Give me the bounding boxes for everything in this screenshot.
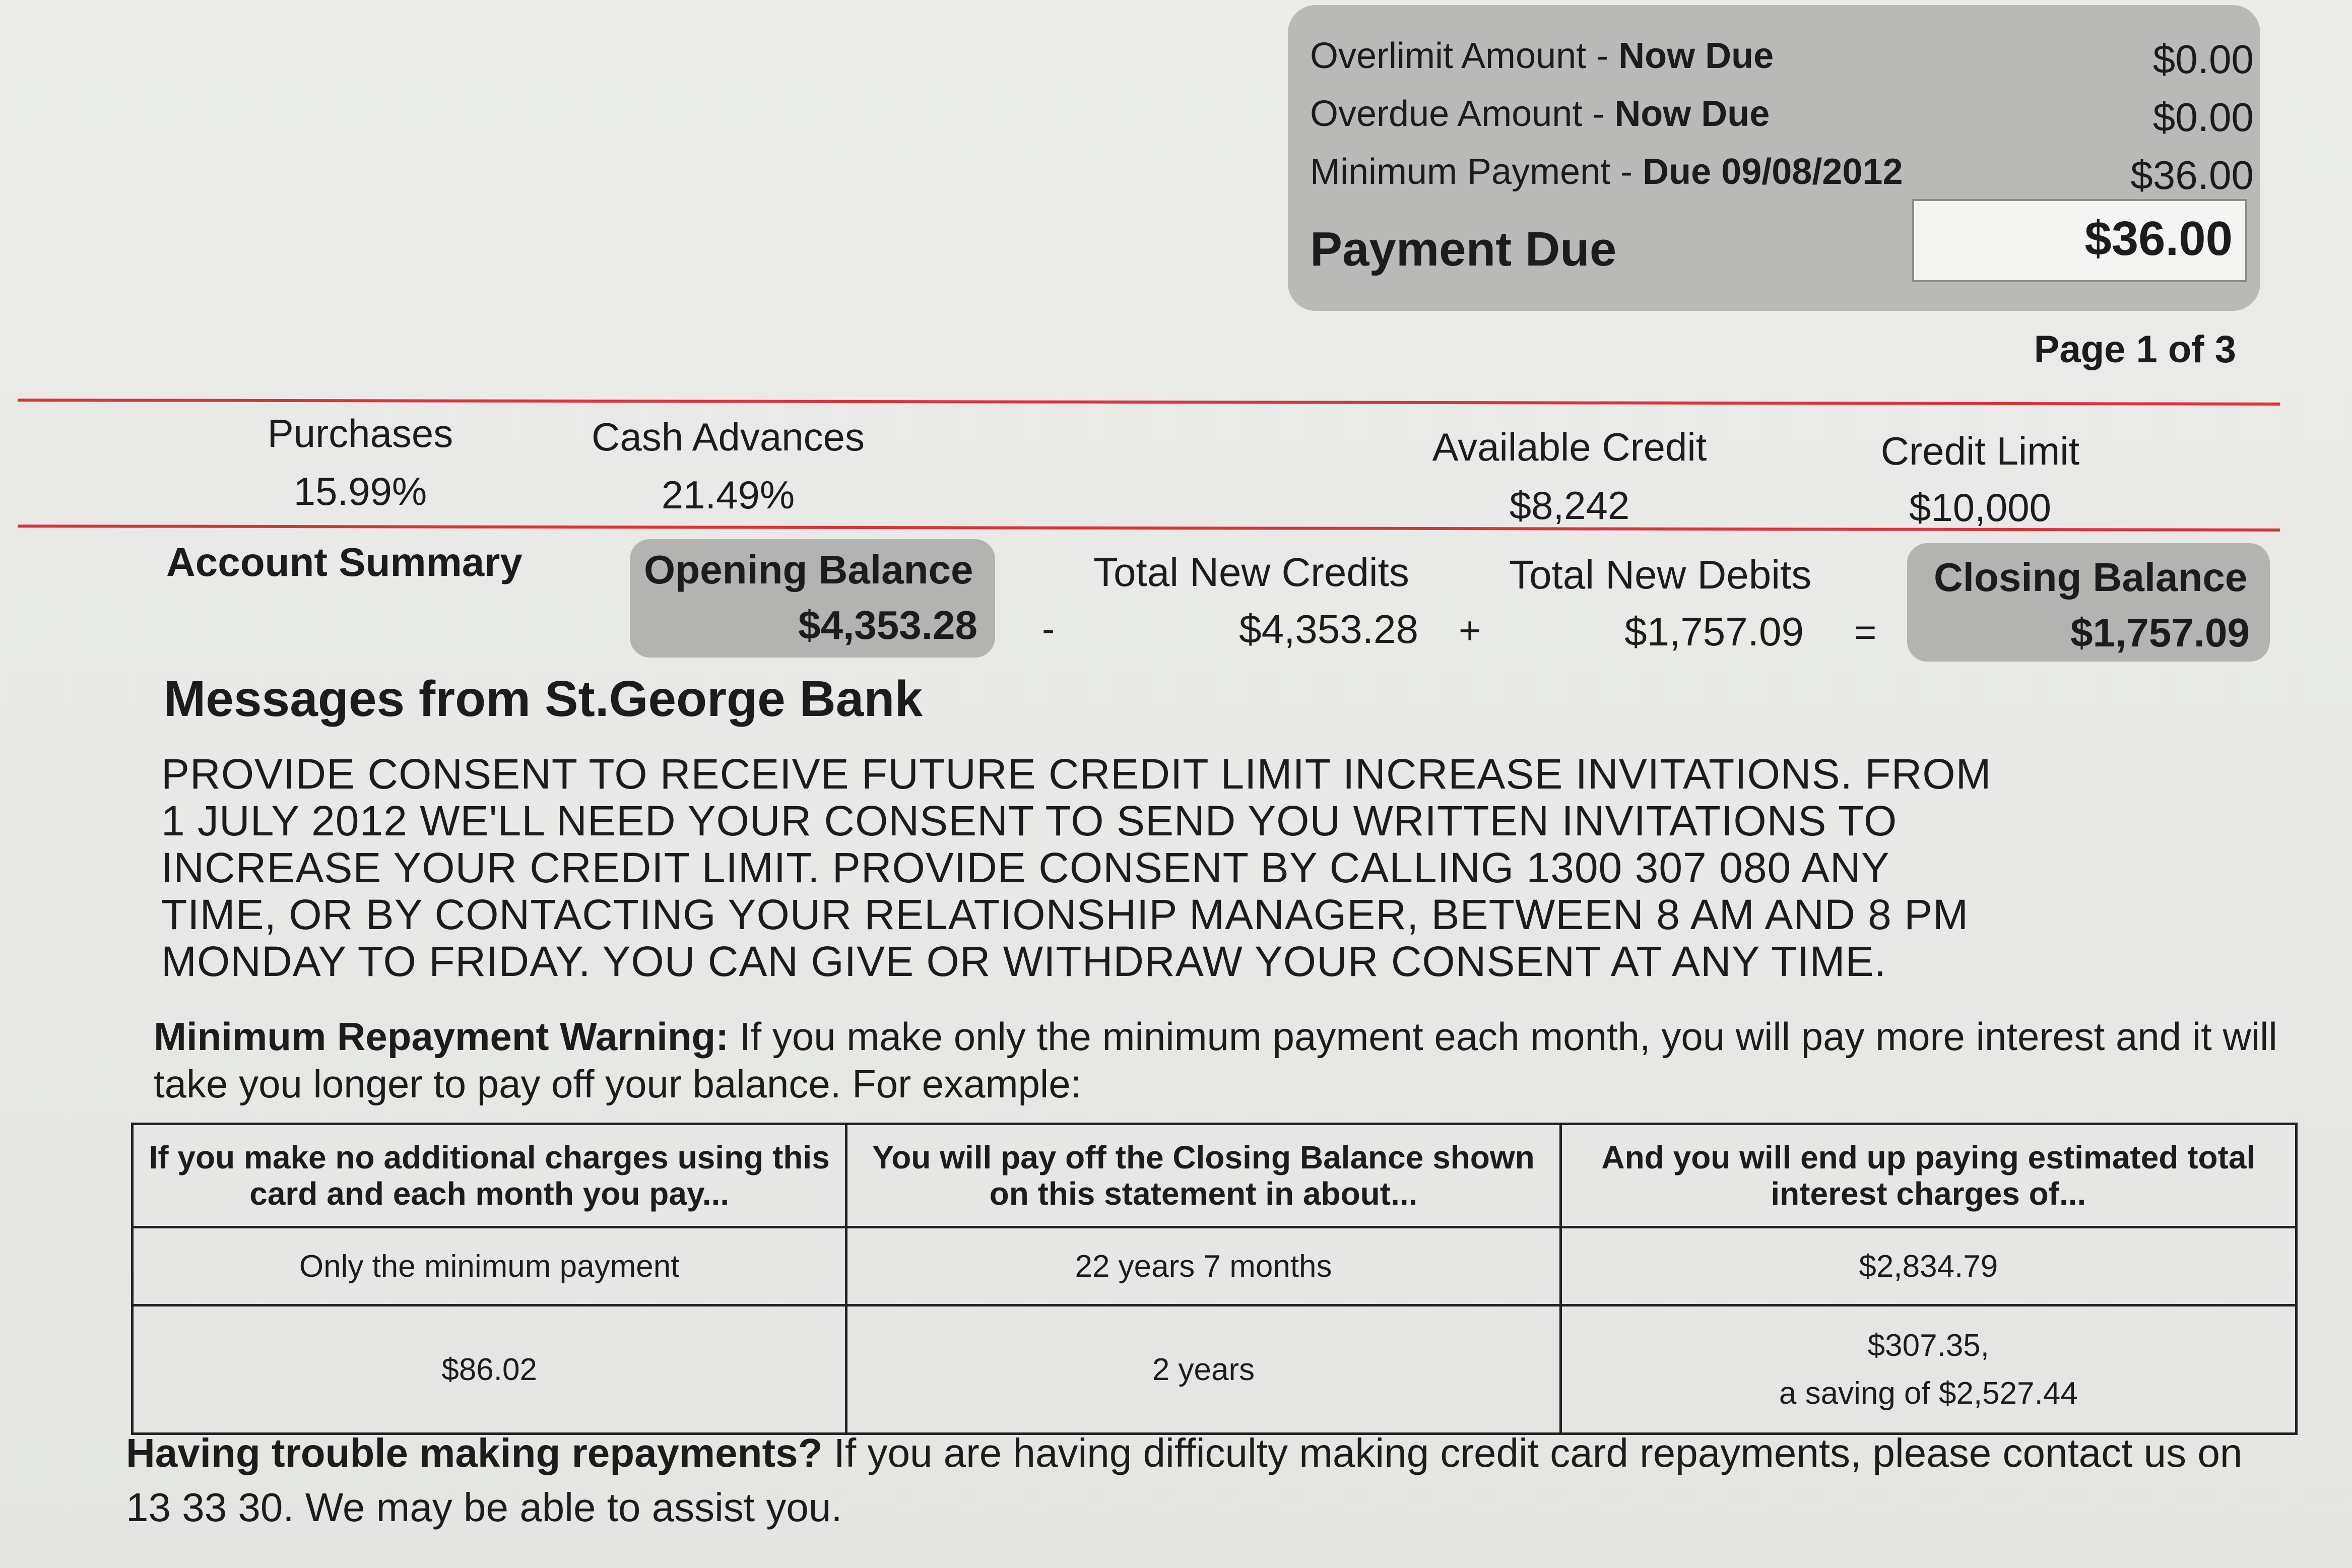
overlimit-amount: $0.00 [2152, 37, 2254, 82]
messages-title: Messages from St.George Bank [164, 671, 923, 727]
divider-top [18, 399, 2280, 406]
minimum-payment-row [1310, 151, 1903, 192]
page-number: Page 1 of 3 [2034, 328, 2236, 371]
payment-due-amount: $36.00 [1912, 199, 2247, 282]
warning-text: If you make only the minimum payment each month, you will pay more interest and it will take you longer to pay off your balance. For example: [154, 1014, 2277, 1106]
cash-advances-rate: 21.49% [661, 473, 795, 517]
table-row [133, 1305, 2297, 1434]
table-header: You will pay off the Closing Balance shown on this statement in about... [846, 1124, 1560, 1227]
overlimit-row [1310, 35, 1774, 77]
hardship-note [126, 1426, 2288, 1535]
minus-sign: - [1042, 608, 1055, 650]
minimum-repayment-warning [154, 1013, 2285, 1107]
minimum-payment-tag: Due 09/08/2012 [1643, 152, 1903, 192]
message-line: 1 JULY 2012 WE'LL NEED YOUR CONSENT TO SEND YOU WRITTEN INVITATIONS TO [161, 797, 1898, 844]
account-summary-label: Account Summary [166, 540, 522, 584]
closing-balance-value: $1,757.09 [2070, 610, 2250, 655]
total-new-credits-label: Total New Credits [1093, 550, 1409, 595]
overdue-amount: $0.00 [2152, 95, 2254, 140]
plus-sign: + [1459, 609, 1481, 652]
message-line: MONDAY TO FRIDAY. YOU CAN GIVE OR WITHDRAW YOUR CONSENT AT ANY TIME. [161, 938, 1886, 985]
table-header: If you make no additional charges using this card and each month you pay... [133, 1124, 846, 1227]
table-row [133, 1227, 2297, 1305]
hardship-heading: Having trouble making repayments? [126, 1430, 823, 1475]
table-cell: 2 years [846, 1305, 1560, 1434]
minimum-payment-amount: $36.00 [2130, 153, 2254, 198]
overdue-tag: Now Due [1614, 94, 1770, 134]
table-header-row [133, 1124, 2297, 1227]
minimum-payment-label: Minimum Payment - [1310, 152, 1643, 192]
purchases-label: Purchases [267, 411, 453, 455]
total-new-debits-value: $1,757.09 [1624, 609, 1804, 654]
table-header: And you will end up paying estimated total interest charges of... [1560, 1124, 2296, 1227]
messages-body [161, 751, 2000, 985]
overlimit-tag: Now Due [1618, 36, 1774, 76]
table-cell: Only the minimum payment [133, 1227, 846, 1305]
repayment-table [131, 1123, 2298, 1435]
table-cell: $2,834.79 [1560, 1227, 2296, 1305]
credit-limit-label: Credit Limit [1880, 429, 2080, 473]
overlimit-label: Overlimit Amount - [1310, 36, 1619, 76]
purchases-rate: 15.99% [293, 469, 427, 513]
closing-balance-label: Closing Balance [1934, 555, 2248, 600]
available-credit-value: $8,242 [1509, 483, 1630, 528]
total-new-debits-label: Total New Debits [1509, 552, 1812, 597]
table-cell [1560, 1305, 2296, 1434]
hardship-text: If you are having difficulty making credit card repayments, please contact us on 13 33 30. We may be able to assist you. [126, 1430, 2243, 1530]
message-line: INCREASE YOUR CREDIT LIMIT. PROVIDE CONSENT BY CALLING 1300 307 080 ANY [161, 844, 1890, 891]
interest-amount: $307.35, [1867, 1328, 1990, 1363]
overdue-row [1310, 93, 1770, 135]
table-cell: $86.02 [133, 1305, 846, 1434]
opening-balance-value: $4,353.28 [798, 603, 977, 647]
table-cell: 22 years 7 months [846, 1227, 1560, 1305]
payment-due-label: Payment Due [1310, 222, 1617, 276]
saving-note: a saving of $2,527.44 [1779, 1376, 2078, 1411]
warning-heading: Minimum Repayment Warning: [154, 1014, 729, 1059]
credit-limit-value: $10,000 [1909, 485, 2051, 530]
available-credit-label: Available Credit [1432, 425, 1707, 469]
overdue-label: Overdue Amount - [1310, 94, 1615, 134]
total-new-credits-value: $4,353.28 [1239, 607, 1418, 651]
equals-sign: = [1854, 611, 1877, 654]
message-line: PROVIDE CONSENT TO RECEIVE FUTURE CREDIT LIMIT INCREASE INVITATIONS. FROM [161, 750, 1992, 798]
message-line: TIME, OR BY CONTACTING YOUR RELATIONSHIP MANAGER, BETWEEN 8 AM AND 8 PM [161, 891, 1969, 938]
cash-advances-label: Cash Advances [591, 415, 865, 459]
opening-balance-label: Opening Balance [644, 547, 973, 592]
